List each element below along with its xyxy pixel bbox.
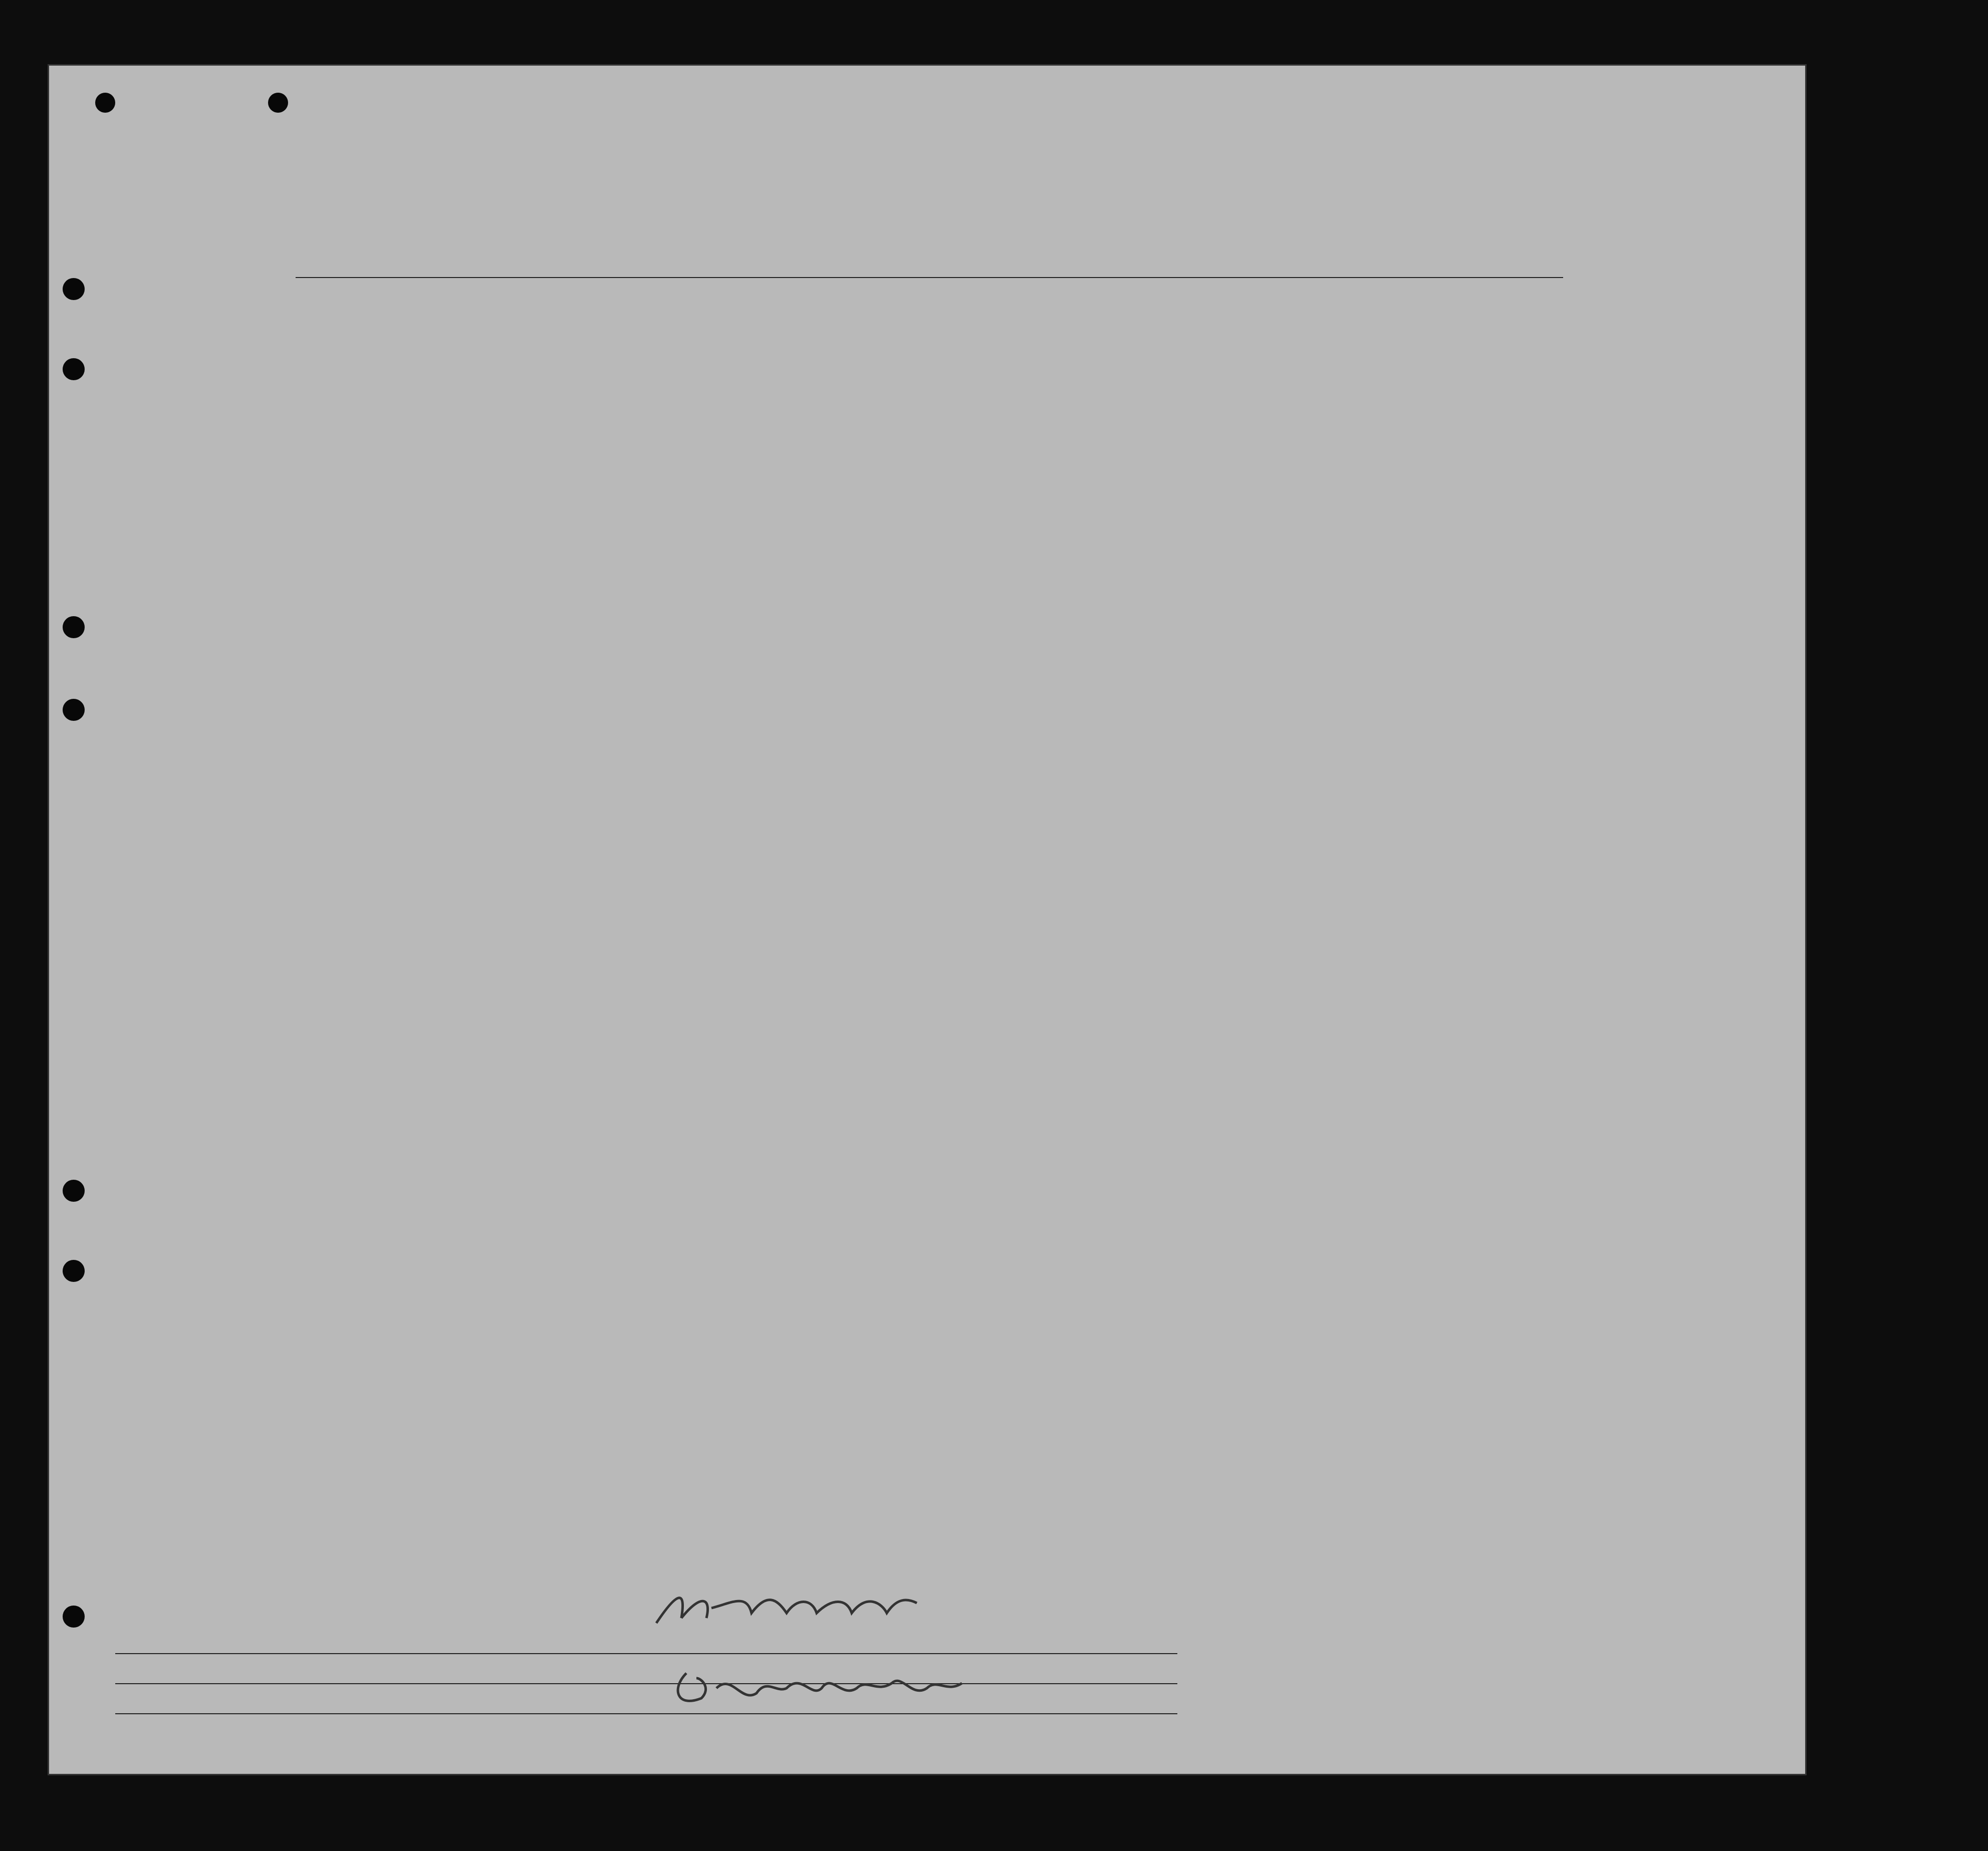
purser-signature [646, 1583, 927, 1638]
footer-rule [115, 1713, 1177, 1714]
inspector-signature [666, 1658, 1017, 1713]
footer-rule [115, 1653, 1177, 1654]
footer-rule [115, 1683, 1177, 1684]
